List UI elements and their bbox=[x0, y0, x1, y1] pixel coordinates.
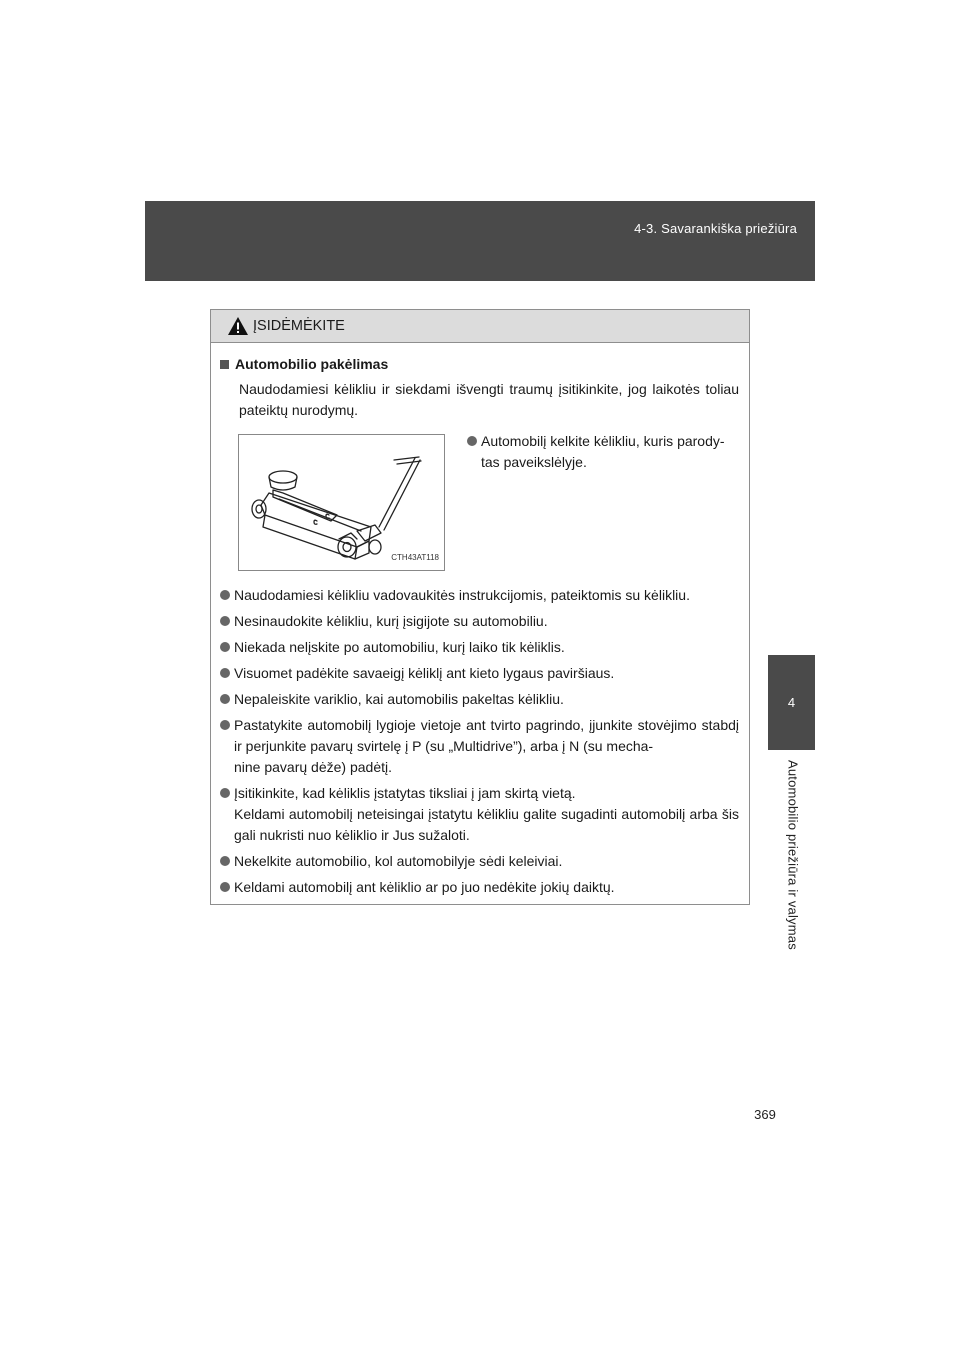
page-header bbox=[145, 201, 815, 281]
caution-header bbox=[211, 310, 749, 343]
list-item bbox=[467, 431, 725, 473]
bullet-icon bbox=[220, 590, 230, 600]
caution-body bbox=[211, 343, 749, 898]
chapter-tab bbox=[768, 655, 815, 750]
page-number: 369 bbox=[754, 1107, 776, 1122]
sub-heading-text: Automobilio pakėlimas bbox=[235, 356, 389, 372]
list-item bbox=[220, 877, 739, 898]
bullet-text: Nepaleiskite variklio, kai automobilis pakeltas kėlikliu. bbox=[234, 691, 564, 707]
bullet-text: Niekada nelįskite po automobiliu, kurį laiko tik kėliklis. bbox=[234, 639, 565, 655]
bullet-icon bbox=[220, 668, 230, 678]
list-item bbox=[220, 689, 739, 710]
bullet-list bbox=[220, 585, 739, 898]
bullet-text: Visuomet padėkite savaeigį kėliklį ant kieto lygaus paviršiaus. bbox=[234, 665, 615, 681]
bullet-icon bbox=[220, 720, 230, 730]
warning-triangle-icon bbox=[227, 316, 249, 336]
bullet-icon bbox=[220, 694, 230, 704]
bullet-text: Keldami automobilį ant kėliklio ar po juo nedėkite jokių daiktų. bbox=[234, 879, 615, 895]
list-item bbox=[220, 663, 739, 684]
chapter-number: 4 bbox=[787, 695, 796, 710]
list-item bbox=[220, 851, 739, 872]
section-title: 4-3. Savarankiška priežiūra bbox=[634, 221, 797, 236]
bullet-icon bbox=[220, 616, 230, 626]
bullet-text: Naudodamiesi kėlikliu vadovaukitės instrukcijomis, pateiktomis su kėlikliu. bbox=[234, 587, 690, 603]
bullet-icon bbox=[220, 788, 230, 798]
list-item bbox=[220, 783, 739, 846]
bullet-icon bbox=[467, 436, 477, 446]
intro-text: Naudodamiesi kėlikliu ir siekdami išvengti traumų įsitikinkite, jog laikotės toliau pateiktų nurodymų. bbox=[239, 381, 739, 418]
bullet-icon bbox=[220, 642, 230, 652]
list-item bbox=[220, 611, 739, 632]
caution-box bbox=[210, 309, 750, 905]
bullet-text: Įsitikinkite, kad kėliklis įstatytas tiksliai į jam skirtą vietą. Keldami automobilį neteisingai įstatytu kėlikliu galite sugadinti automobilį arba šis gali nukristi nuo kėliklio ir Jus sužaloti. bbox=[234, 785, 739, 843]
bullet-text: Nekelkite automobilio, kol automobilyje sėdi keleiviai. bbox=[234, 853, 563, 869]
square-bullet-icon bbox=[220, 360, 229, 369]
figure-side bbox=[467, 431, 725, 571]
bullet-icon bbox=[220, 856, 230, 866]
list-item bbox=[220, 585, 739, 606]
list-item bbox=[220, 637, 739, 658]
list-item bbox=[220, 715, 739, 778]
sub-heading bbox=[220, 354, 739, 375]
jack-illustration bbox=[238, 434, 445, 571]
figure-code: CTH43AT118 bbox=[391, 553, 439, 562]
bullet-text: Automobilį kelkite kėlikliu, kuris parody- tas paveikslėlyje. bbox=[481, 433, 725, 470]
figure-row bbox=[238, 434, 739, 571]
bullet-icon bbox=[220, 882, 230, 892]
bullet-text: Pastatykite automobilį lygioje vietoje ant tvirto pagrindo, įjunkite stovėjimo stabdį ir perjunkite pavarų svirtelę į P (su „Multidrive”), arba į N (su mecha- nine pavarų dėže) padėtį. bbox=[234, 717, 739, 775]
caution-title: ĮSIDĖMĖKITE bbox=[253, 318, 345, 334]
chapter-title: Automobilio priežiūra ir valymas bbox=[785, 759, 801, 950]
bullet-text: Nesinaudokite kėlikliu, kurį įsigijote su automobiliu. bbox=[234, 613, 548, 629]
